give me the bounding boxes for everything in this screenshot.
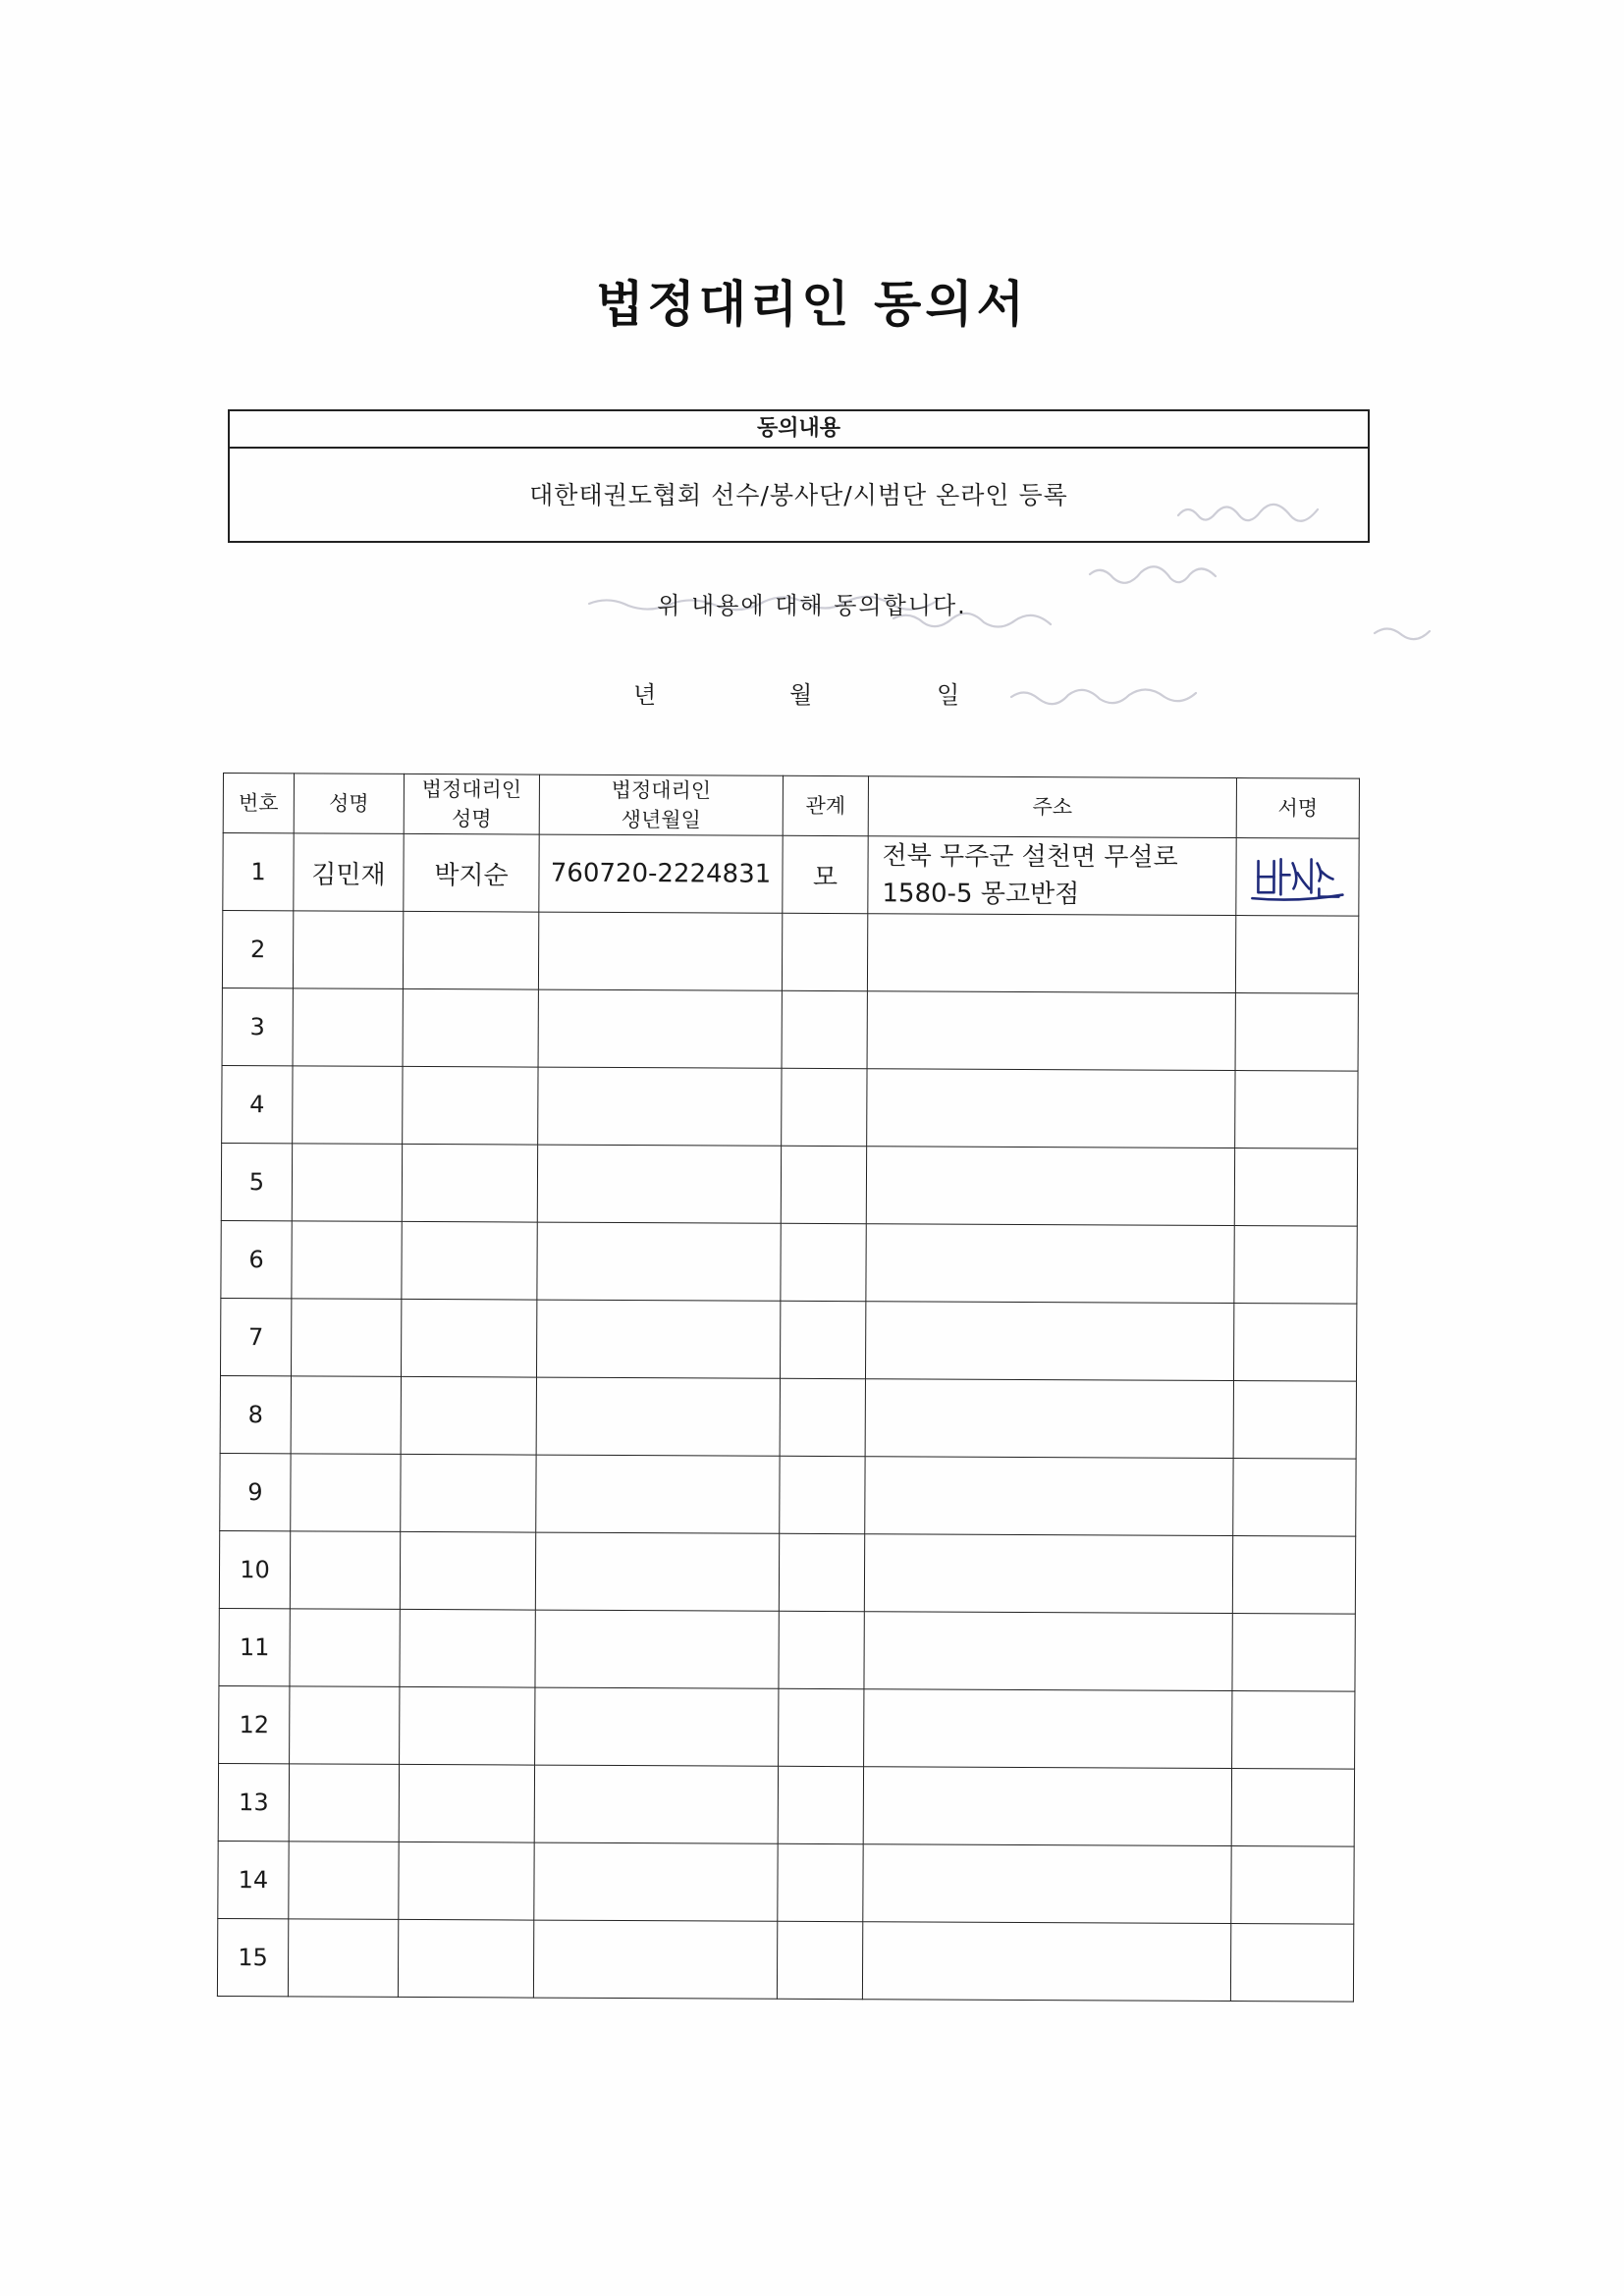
- cell-guardian-name: [400, 1609, 535, 1687]
- cell-guardian-name: [401, 1454, 536, 1532]
- cell-no: 11: [219, 1608, 290, 1685]
- table-row: [222, 1065, 1358, 1148]
- cell-name: [291, 1454, 401, 1532]
- cell-guardian-birth: [536, 1455, 780, 1533]
- date-month-label: 월: [789, 681, 813, 709]
- cell-no: 13: [218, 1763, 289, 1841]
- page-title: 법정대리인 동의서: [596, 275, 1028, 333]
- cell-relation: [782, 913, 867, 990]
- cell-signature: [1233, 1304, 1356, 1382]
- cell-name: [289, 1764, 399, 1842]
- cell-address: [867, 991, 1235, 1071]
- cell-guardian-birth: 760720-2224831: [539, 834, 783, 913]
- cell-signature: [1235, 916, 1358, 994]
- table-row: [220, 1453, 1356, 1536]
- cell-no: 3: [222, 988, 293, 1065]
- cell-guardian-name: [400, 1686, 535, 1765]
- cell-name: [293, 1066, 403, 1145]
- consent-body: 대한태권도협회 선수/봉사단/시범단 온라인 등록: [529, 481, 1068, 509]
- cell-name: [292, 1144, 402, 1222]
- cell-address: [865, 1457, 1233, 1536]
- table-row: [219, 1530, 1355, 1614]
- table-header-row: [223, 774, 1359, 839]
- cell-relation: [779, 1611, 864, 1688]
- cell-signature: [1232, 1536, 1355, 1615]
- cell-guardian-name: [402, 1144, 537, 1222]
- cell-signature: [1235, 993, 1358, 1072]
- table-row: [222, 988, 1358, 1071]
- cell-guardian-birth: [538, 989, 782, 1068]
- table-row: [219, 1608, 1355, 1691]
- cell-signature: [1231, 1846, 1354, 1925]
- cell-relation: [782, 990, 867, 1068]
- cell-no: 10: [219, 1530, 290, 1608]
- cell-guardian-birth: [534, 1765, 778, 1843]
- cell-address: [865, 1379, 1233, 1459]
- cell-signature: [1230, 1924, 1353, 2002]
- cell-signature: [1236, 838, 1359, 917]
- cell-name: [293, 988, 403, 1067]
- cell-relation: [778, 1843, 863, 1921]
- cell-guardian-name: [402, 1221, 537, 1300]
- cell-name: [290, 1686, 400, 1765]
- cell-address: 전북 무주군 설천면 무설로 1580-5 몽고반점: [868, 836, 1236, 916]
- cell-guardian-name: [403, 1066, 538, 1145]
- cell-no: 8: [220, 1375, 291, 1453]
- header-guardian-name: 법정대리인 성명: [404, 774, 539, 834]
- cell-name: [289, 1842, 399, 1920]
- date-day-label: 일: [937, 681, 960, 709]
- cell-no: 15: [217, 1918, 288, 1996]
- consent-box: [228, 409, 1370, 543]
- cell-relation: [777, 1921, 862, 1999]
- cell-no: 2: [222, 911, 293, 988]
- cell-guardian-name: [401, 1299, 536, 1377]
- cell-no: 5: [221, 1143, 292, 1220]
- date-year-label: 년: [633, 681, 657, 709]
- header-signature: 서명: [1236, 778, 1359, 839]
- cell-guardian-birth: [536, 1377, 780, 1456]
- cell-guardian-name: [401, 1376, 536, 1455]
- cell-no: 9: [220, 1453, 291, 1530]
- cell-guardian-birth: [535, 1532, 779, 1611]
- cell-guardian-birth: [535, 1610, 779, 1688]
- header-no: 번호: [223, 774, 294, 833]
- cell-guardian-name: [400, 1531, 535, 1610]
- cell-name: [291, 1299, 401, 1377]
- cell-guardian-name: [399, 1764, 534, 1842]
- cell-signature: [1231, 1769, 1354, 1847]
- cell-signature: [1235, 1071, 1358, 1149]
- cell-signature: [1234, 1226, 1357, 1305]
- cell-address: [863, 1844, 1231, 1924]
- cell-guardian-birth: [534, 1842, 778, 1921]
- cell-guardian-birth: [538, 912, 782, 990]
- cell-address: [864, 1612, 1232, 1691]
- cell-guardian-birth: [537, 1145, 781, 1223]
- cell-address: [863, 1767, 1231, 1846]
- cell-relation: [778, 1766, 863, 1843]
- cell-address: [867, 1069, 1235, 1148]
- cell-signature: [1233, 1381, 1356, 1460]
- table-row: [221, 1143, 1357, 1226]
- cell-name: [288, 1919, 398, 1998]
- cell-relation: [780, 1456, 865, 1533]
- table-row: [219, 1685, 1355, 1769]
- header-guardian-birth: 법정대리인 생년월일: [539, 774, 783, 835]
- cell-no: 7: [220, 1298, 291, 1375]
- registration-table: [217, 773, 1360, 2002]
- table-row: [218, 1841, 1354, 1924]
- table-row: [220, 1298, 1356, 1381]
- cell-relation: [781, 1146, 866, 1223]
- cell-address: [862, 1922, 1230, 2002]
- cell-no: 4: [222, 1065, 293, 1143]
- table-row: [223, 833, 1359, 917]
- cell-address: [866, 1224, 1234, 1304]
- table-row: [221, 1220, 1357, 1304]
- consent-header: 동의내용: [230, 411, 1368, 449]
- cell-address: [865, 1302, 1233, 1381]
- cell-relation: [779, 1688, 864, 1766]
- cell-name: [292, 1221, 402, 1300]
- cell-signature: [1232, 1614, 1355, 1692]
- cell-guardian-birth: [533, 1920, 777, 1999]
- cell-name: 김민재: [294, 833, 404, 912]
- cell-name: [290, 1531, 400, 1610]
- cell-name: [293, 911, 403, 989]
- cell-no: 6: [221, 1220, 292, 1298]
- handwritten-signature: [1248, 849, 1346, 904]
- cell-signature: [1234, 1148, 1357, 1227]
- cell-address: [864, 1689, 1232, 1769]
- cell-no: 1: [223, 833, 294, 911]
- cell-signature: [1232, 1691, 1355, 1770]
- cell-guardian-birth: [538, 1067, 782, 1146]
- cell-guardian-birth: [537, 1222, 781, 1301]
- agree-statement: 위 내용에 대해 동의합니다.: [657, 592, 967, 619]
- cell-guardian-birth: [536, 1300, 780, 1378]
- cell-relation: [780, 1301, 865, 1378]
- table-body: [217, 833, 1359, 2002]
- cell-no: 12: [219, 1685, 290, 1763]
- cell-guardian-name: [403, 911, 538, 989]
- cell-relation: [779, 1533, 864, 1611]
- table-row: [217, 1918, 1353, 2002]
- cell-guardian-name: [403, 988, 538, 1067]
- cell-relation: [782, 1068, 867, 1146]
- cell-name: [290, 1609, 400, 1687]
- cell-guardian-birth: [535, 1687, 779, 1766]
- table-row: [222, 911, 1358, 994]
- cell-address: [864, 1534, 1232, 1614]
- header-relation: 관계: [783, 775, 868, 835]
- registration-table-wrapper: [217, 773, 1359, 2002]
- cell-relation: 모: [783, 835, 868, 913]
- cell-relation: [780, 1378, 865, 1456]
- header-address: 주소: [868, 776, 1236, 838]
- cell-signature: [1233, 1459, 1356, 1537]
- table-row: [218, 1763, 1354, 1846]
- cell-address: [867, 914, 1235, 993]
- table-row: [220, 1375, 1356, 1459]
- cell-address: [866, 1147, 1234, 1226]
- cell-name: [291, 1376, 401, 1455]
- cell-guardian-name: [398, 1919, 533, 1998]
- cell-relation: [781, 1223, 866, 1301]
- cell-no: 14: [218, 1841, 289, 1918]
- cell-guardian-name: 박지순: [404, 833, 539, 912]
- header-name: 성명: [294, 774, 404, 834]
- cell-guardian-name: [399, 1842, 534, 1920]
